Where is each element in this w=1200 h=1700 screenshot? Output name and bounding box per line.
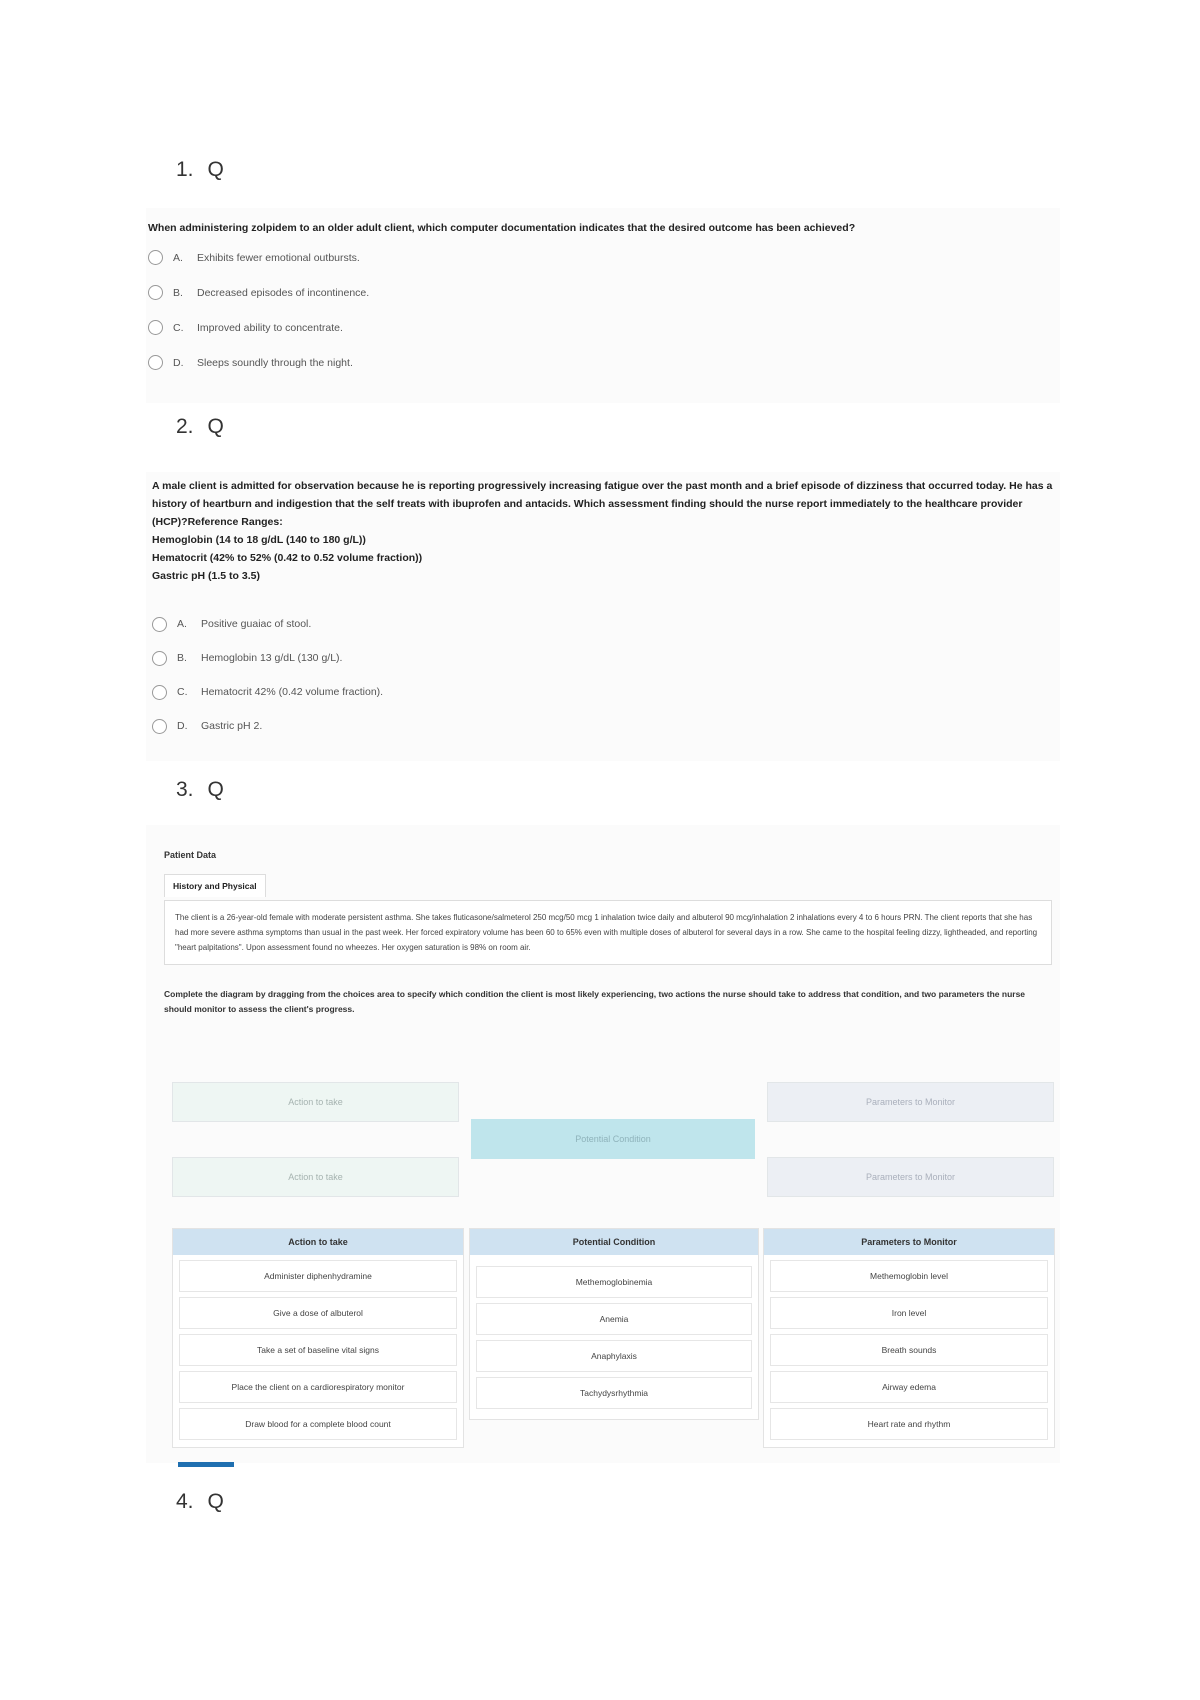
option-letter: C. xyxy=(173,321,184,334)
option-letter: D. xyxy=(177,720,188,732)
answer-option-a[interactable] xyxy=(148,240,1060,275)
column-header: Parameters to Monitor xyxy=(764,1229,1054,1255)
choices-actions-column xyxy=(172,1228,464,1448)
scroll-indicator xyxy=(178,1462,234,1467)
drop-slot-potential-condition[interactable]: Potential Condition xyxy=(471,1119,755,1159)
column-header: Action to take xyxy=(173,1229,463,1255)
answer-option-a[interactable] xyxy=(152,607,1060,641)
option-text: Positive guaiac of stool. xyxy=(201,618,312,630)
radio-button[interactable] xyxy=(152,651,167,666)
question-label: Q xyxy=(207,778,224,801)
patient-data-title: Patient Data xyxy=(164,850,217,860)
answer-option-d[interactable] xyxy=(148,345,1060,380)
question-stem: When administering zolpidem to an older adult client, which computer documentation indicates that the desired outcome has been achieved? xyxy=(148,222,856,234)
drop-slot-parameter-2[interactable]: Parameters to Monitor xyxy=(767,1157,1054,1197)
answer-option-c[interactable] xyxy=(148,310,1060,345)
question-number: 2. xyxy=(176,415,194,438)
radio-button[interactable] xyxy=(152,719,167,734)
choice-parameter[interactable]: Airway edema xyxy=(770,1371,1048,1403)
option-letter: B. xyxy=(173,286,183,299)
choices-conditions-column xyxy=(469,1228,759,1420)
choice-condition[interactable]: Anemia xyxy=(476,1303,752,1335)
option-text: Sleeps soundly through the night. xyxy=(197,356,353,369)
choice-parameter[interactable]: Heart rate and rhythm xyxy=(770,1408,1048,1440)
choice-parameter[interactable]: Iron level xyxy=(770,1297,1048,1329)
diagram-instruction: Complete the diagram by dragging from the choices area to specify which condition the client is most likely experiencing, two actions the nurse should take to address that condition, and two parameters the nurse should monitor to assess the client's progress. xyxy=(164,989,1026,1014)
option-text: Hematocrit 42% (0.42 volume fraction). xyxy=(201,686,384,698)
option-text: Decreased episodes of incontinence. xyxy=(197,286,370,299)
question-label: Q xyxy=(207,158,224,181)
option-text: Improved ability to concentrate. xyxy=(197,321,343,334)
option-letter: C. xyxy=(177,686,188,698)
radio-button[interactable] xyxy=(148,285,163,300)
choice-action[interactable]: Administer diphenhydramine xyxy=(179,1260,457,1292)
radio-button[interactable] xyxy=(148,320,163,335)
reference-range-gastric-ph: Gastric pH (1.5 to 3.5) xyxy=(152,570,260,582)
question-number: 4. xyxy=(176,1490,194,1513)
question-1-block xyxy=(146,208,1060,403)
drop-slot-parameter-1[interactable]: Parameters to Monitor xyxy=(767,1082,1054,1122)
radio-button[interactable] xyxy=(152,617,167,632)
choice-action[interactable]: Give a dose of albuterol xyxy=(179,1297,457,1329)
question-label: Q xyxy=(207,1490,224,1513)
radio-button[interactable] xyxy=(152,685,167,700)
column-header: Potential Condition xyxy=(470,1229,758,1255)
reference-range-hemoglobin: Hemoglobin (14 to 18 g/dL (140 to 180 g/L)) xyxy=(152,534,366,546)
drop-slot-action-2[interactable]: Action to take xyxy=(172,1157,459,1197)
answer-option-c[interactable] xyxy=(152,675,1060,709)
question-4-heading xyxy=(176,1490,224,1514)
radio-button[interactable] xyxy=(148,355,163,370)
question-stem: A male client is admitted for observation because he is reporting progressively increasing fatigue over the past month and a brief episode of dizziness that occurred today. He has a history of heartburn and indigestion that the self treats with ibuprofen and antacids. Which assessment finding should the nurse report immediately to the healthcare provider (HCP)?Reference Ranges: xyxy=(152,480,1053,528)
choice-action[interactable]: Take a set of baseline vital signs xyxy=(179,1334,457,1366)
question-1-heading xyxy=(176,158,224,182)
option-letter: D. xyxy=(173,356,184,369)
option-letter: A. xyxy=(173,251,183,264)
history-and-physical-panel xyxy=(164,900,1052,965)
option-text: Gastric pH 2. xyxy=(201,720,263,732)
option-text: Hemoglobin 13 g/dL (130 g/L). xyxy=(201,652,343,664)
question-2-heading xyxy=(176,415,224,439)
choices-parameters-column xyxy=(763,1228,1055,1448)
option-text: Exhibits fewer emotional outbursts. xyxy=(197,251,360,264)
option-letter: B. xyxy=(177,652,187,664)
choice-parameter[interactable]: Methemoglobin level xyxy=(770,1260,1048,1292)
choice-condition[interactable]: Methemoglobinemia xyxy=(476,1266,752,1298)
history-text: The client is a 26-year-old female with moderate persistent asthma. She takes fluticasone/salmeterol 250 mcg/50 mcg 1 inhalation twice daily and albuterol 90 mcg/inhalation 2 inhalations every 4 to 6 hours PRN. The client reports that she has had more severe asthma symptoms than usual in the past week. Her forced expiratory volume has been 60 to 65% even with multiple doses of albuterol for several days in a row. She came to the hospital feeling dizzy, lightheaded, and reporting "heart palpitations". Upon assessment found no wheezes. Her oxygen saturation is 98% on room air. xyxy=(175,913,1038,952)
question-number: 1. xyxy=(176,158,194,181)
choice-action[interactable]: Draw blood for a complete blood count xyxy=(179,1408,457,1440)
drop-slot-action-1[interactable]: Action to take xyxy=(172,1082,459,1122)
reference-range-hematocrit: Hematocrit (42% to 52% (0.42 to 0.52 volume fraction)) xyxy=(152,552,423,564)
tab-history-and-physical[interactable]: History and Physical xyxy=(164,874,266,897)
choice-condition[interactable]: Tachydysrhythmia xyxy=(476,1377,752,1409)
question-number: 3. xyxy=(176,778,194,801)
question-label: Q xyxy=(207,415,224,438)
radio-button[interactable] xyxy=(148,250,163,265)
question-2-block xyxy=(146,472,1060,761)
question-3-heading xyxy=(176,778,224,802)
choice-action[interactable]: Place the client on a cardiorespiratory monitor xyxy=(179,1371,457,1403)
choice-parameter[interactable]: Breath sounds xyxy=(770,1334,1048,1366)
choice-condition[interactable]: Anaphylaxis xyxy=(476,1340,752,1372)
answer-option-b[interactable] xyxy=(152,641,1060,675)
answer-option-b[interactable] xyxy=(148,275,1060,310)
option-letter: A. xyxy=(177,618,187,630)
answer-option-d[interactable] xyxy=(152,709,1060,743)
